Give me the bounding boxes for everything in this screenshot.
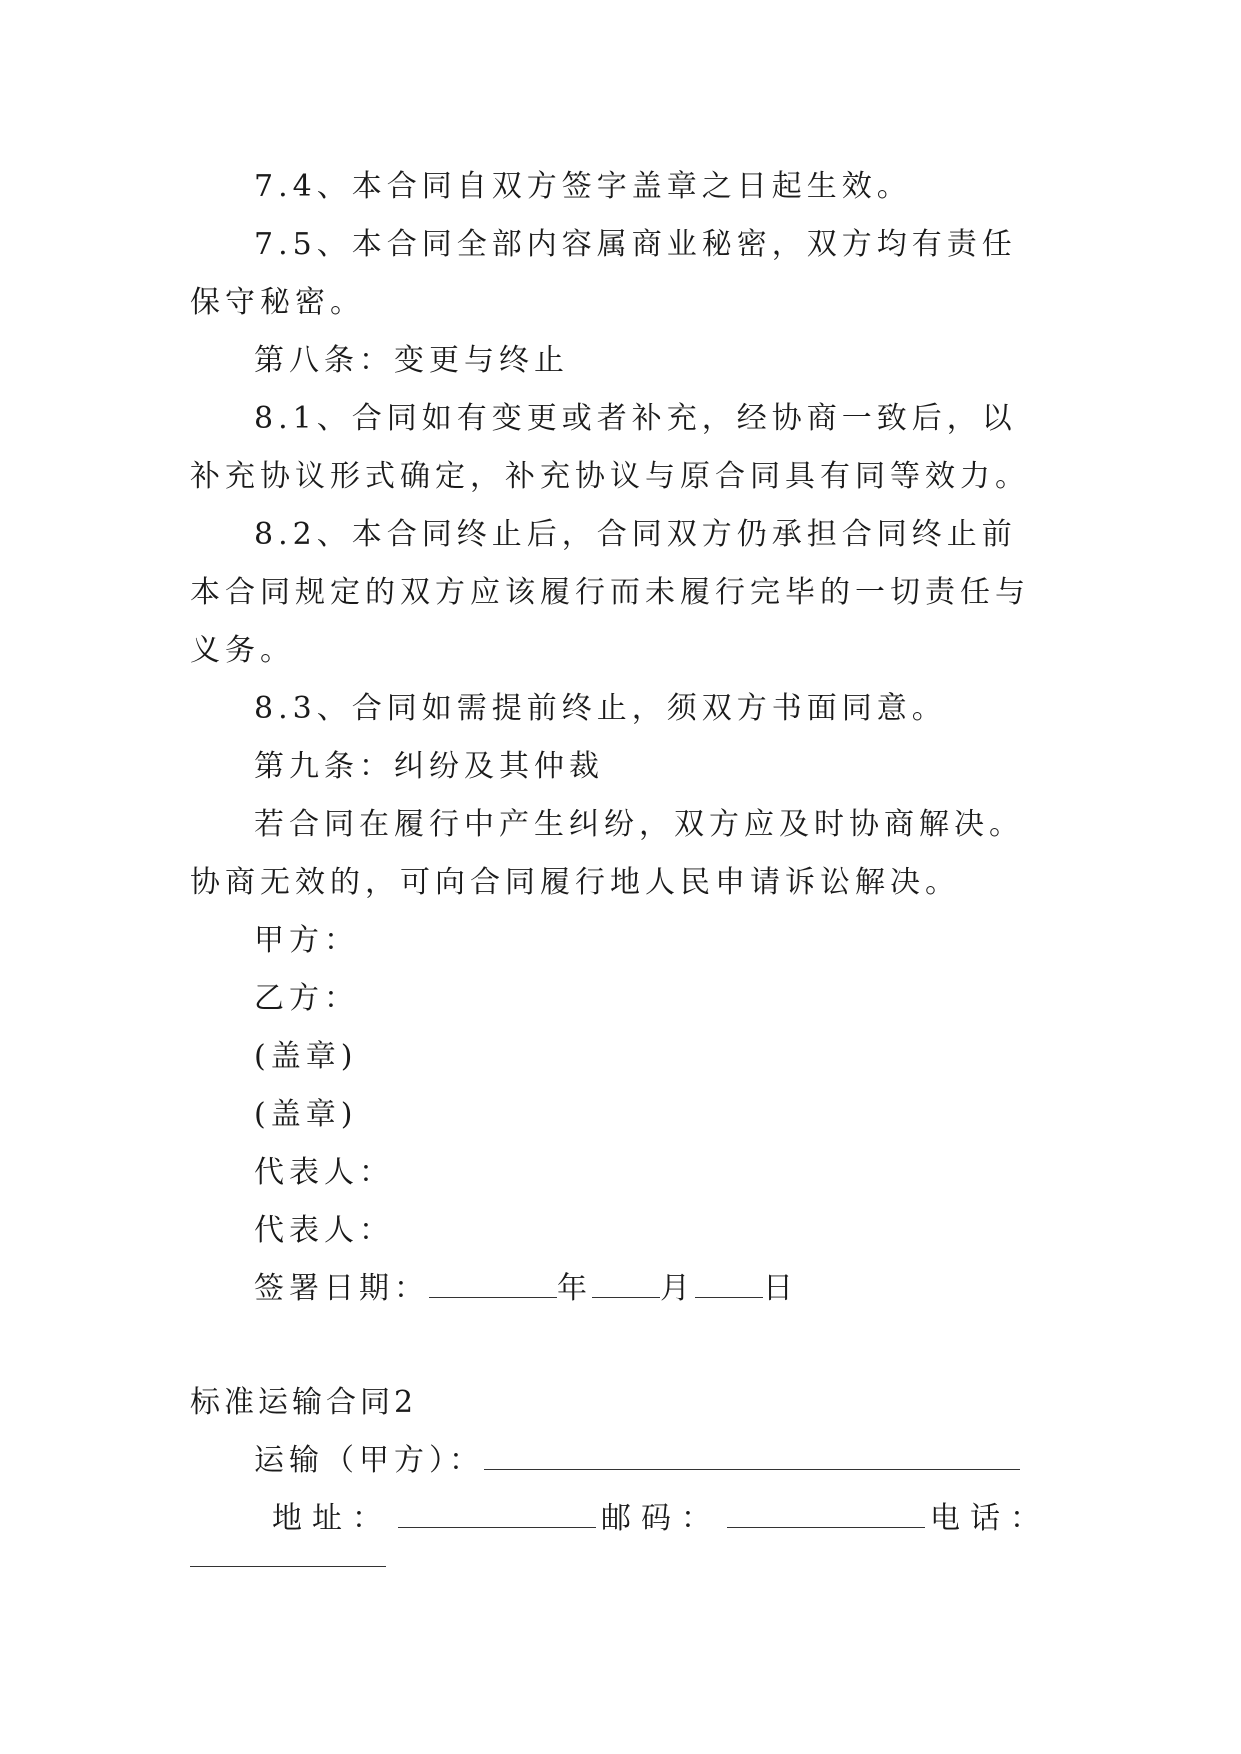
year-label: 年 bbox=[557, 1271, 592, 1306]
clause-7-5: 7.5、本合同全部内容属商业秘密，双方均有责任保守秘密。 bbox=[190, 227, 1017, 320]
representative-b-label: 代表人： bbox=[254, 1213, 394, 1248]
day-label: 日 bbox=[763, 1271, 798, 1306]
party-a-label: 甲方： bbox=[254, 923, 359, 958]
clause-7-4: 7.4、本合同自双方签字盖章之日起生效。 bbox=[254, 169, 912, 204]
representative-a-label: 代表人： bbox=[254, 1155, 394, 1190]
article-9-heading: 第九条：纠纷及其仲裁 bbox=[254, 749, 604, 784]
carrier-line bbox=[190, 1432, 1050, 1490]
year-blank bbox=[429, 1269, 557, 1298]
clause-8-2: 8.2、本合同终止后，合同双方仍承担合同终止前本合同规定的双方应该履行而未履行完毕的一切责任与义务。 bbox=[190, 517, 1030, 668]
postcode-label: 邮码： bbox=[601, 1501, 721, 1536]
postcode-blank bbox=[727, 1499, 925, 1528]
document-page bbox=[190, 158, 1050, 1567]
clause-8-1: 8.1、合同如有变更或者补充，经协商一致后，以补充协议形式确定，补充协议与原合同具有同等效力。 bbox=[190, 401, 1030, 494]
article-8-heading: 第八条：变更与终止 bbox=[254, 343, 569, 378]
carrier-blank bbox=[484, 1441, 1020, 1470]
phone-label: 电话： bbox=[930, 1501, 1050, 1536]
party-b-label: 乙方： bbox=[254, 981, 359, 1016]
section-gap bbox=[190, 1318, 1050, 1374]
signing-date-line bbox=[190, 1260, 1050, 1318]
address-line bbox=[190, 1490, 1050, 1548]
signing-date-label: 签署日期： bbox=[254, 1271, 429, 1306]
dispute-clause: 若合同在履行中产生纠纷，双方应及时协商解决。协商无效的，可向合同履行地人民申请诉讼解决。 bbox=[190, 807, 1024, 900]
clause-8-3: 8.3、合同如需提前终止，须双方书面同意。 bbox=[254, 691, 947, 726]
seal-b-label: (盖章) bbox=[254, 1097, 358, 1132]
month-label: 月 bbox=[660, 1271, 695, 1306]
month-blank bbox=[592, 1269, 660, 1298]
address-blank bbox=[398, 1499, 596, 1528]
carrier-label: 运输（甲方）： bbox=[254, 1443, 484, 1478]
contract-2-title: 标准运输合同2 bbox=[190, 1385, 418, 1420]
day-blank bbox=[695, 1269, 763, 1298]
address-label: 地址： bbox=[272, 1501, 392, 1536]
phone-blank bbox=[190, 1548, 386, 1567]
seal-a-label: (盖章) bbox=[254, 1039, 358, 1074]
